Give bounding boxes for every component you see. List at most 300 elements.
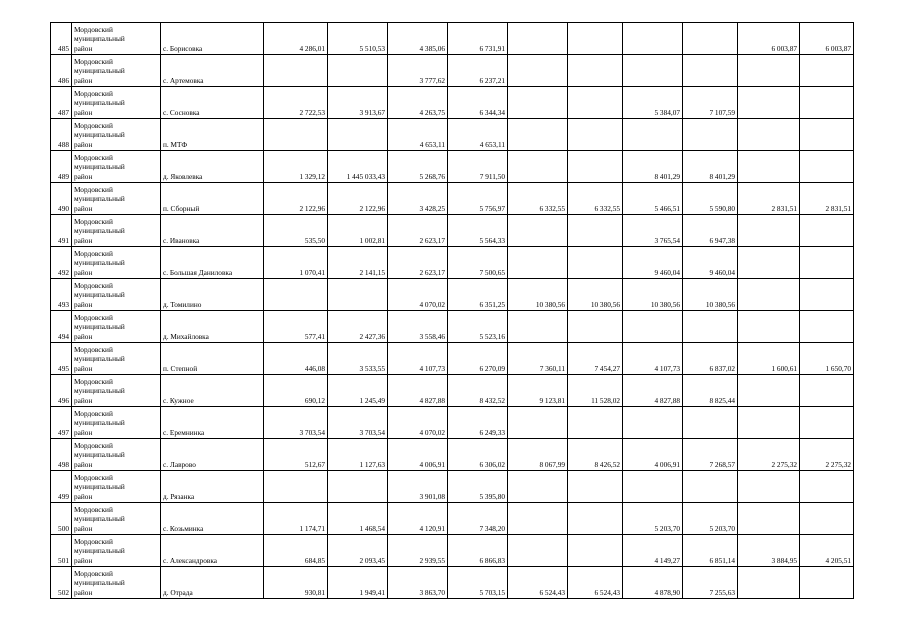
value-cell: 1 445 033,43 xyxy=(328,151,388,183)
district-line: район xyxy=(74,363,93,373)
settlement-cell: с. Еремнинка xyxy=(161,407,264,439)
district-cell xyxy=(72,503,161,535)
value-cell xyxy=(738,503,800,535)
value-cell xyxy=(800,567,854,599)
tariff-table xyxy=(50,22,854,599)
value-cell xyxy=(800,151,854,183)
settlement-cell: п. Степной xyxy=(161,343,264,375)
value-cell: 535,50 xyxy=(264,215,328,247)
value-cell: 4 070,02 xyxy=(388,407,448,439)
value-cell xyxy=(738,151,800,183)
value-cell: 6 351,25 xyxy=(448,279,508,311)
row-number-cell: 485 xyxy=(51,23,72,55)
value-cell xyxy=(264,279,328,311)
table-row xyxy=(51,279,854,311)
value-cell: 4 149,27 xyxy=(623,535,683,567)
district-line: муниципальный xyxy=(74,34,125,43)
value-cell: 5 703,15 xyxy=(448,567,508,599)
value-cell xyxy=(623,55,683,87)
value-cell: 8 825,44 xyxy=(683,375,738,407)
district-line: муниципальный xyxy=(74,418,125,427)
value-cell xyxy=(508,311,568,343)
value-cell xyxy=(738,471,800,503)
value-cell: 2 831,51 xyxy=(800,183,854,215)
value-cell xyxy=(264,55,328,87)
value-cell xyxy=(738,375,800,407)
value-cell: 4 878,90 xyxy=(623,567,683,599)
district-line: Мордовский xyxy=(74,568,113,578)
value-cell: 6 237,21 xyxy=(448,55,508,87)
district-line: муниципальный xyxy=(74,322,125,331)
value-cell: 5 203,70 xyxy=(623,503,683,535)
table-row xyxy=(51,151,854,183)
settlement-cell: с. Сосновка xyxy=(161,87,264,119)
district-line: муниципальный xyxy=(74,162,125,171)
table-row xyxy=(51,87,854,119)
value-cell: 5 756,97 xyxy=(448,183,508,215)
district-line: муниципальный xyxy=(74,354,125,363)
district-line: Мордовский xyxy=(74,312,113,322)
value-cell: 6 332,55 xyxy=(508,183,568,215)
row-number-cell: 502 xyxy=(51,567,72,599)
value-cell xyxy=(568,55,623,87)
value-cell: 4 653,11 xyxy=(388,119,448,151)
value-cell: 6 731,91 xyxy=(448,23,508,55)
value-cell: 2 275,32 xyxy=(800,439,854,471)
value-cell: 5 564,33 xyxy=(448,215,508,247)
district-line: муниципальный xyxy=(74,194,125,203)
value-cell: 9 460,04 xyxy=(683,247,738,279)
value-cell: 5 268,76 xyxy=(388,151,448,183)
district-line: Мордовский xyxy=(74,408,113,418)
value-cell xyxy=(738,311,800,343)
district-line: муниципальный xyxy=(74,66,125,75)
value-cell: 8 067,99 xyxy=(508,439,568,471)
value-cell: 3 863,70 xyxy=(388,567,448,599)
value-cell xyxy=(328,119,388,151)
value-cell xyxy=(800,311,854,343)
value-cell xyxy=(568,119,623,151)
value-cell xyxy=(623,407,683,439)
settlement-cell: д. Яковлевка xyxy=(161,151,264,183)
settlement-cell: с. Лаврово xyxy=(161,439,264,471)
value-cell xyxy=(568,215,623,247)
district-line: Мордовский xyxy=(74,440,113,450)
district-line: Мордовский xyxy=(74,376,113,386)
settlement-cell: п. Сборный xyxy=(161,183,264,215)
district-line: район xyxy=(74,555,93,565)
value-cell xyxy=(738,407,800,439)
district-cell xyxy=(72,183,161,215)
value-cell xyxy=(623,311,683,343)
row-number-cell: 495 xyxy=(51,343,72,375)
value-cell xyxy=(568,503,623,535)
value-cell: 2 722,53 xyxy=(264,87,328,119)
table-row xyxy=(51,407,854,439)
value-cell: 7 348,20 xyxy=(448,503,508,535)
value-cell: 2 122,96 xyxy=(264,183,328,215)
settlement-cell: п. МТФ xyxy=(161,119,264,151)
district-cell xyxy=(72,471,161,503)
value-cell xyxy=(508,215,568,247)
row-number-cell: 496 xyxy=(51,375,72,407)
district-line: Мордовский xyxy=(74,472,113,482)
value-cell xyxy=(508,55,568,87)
value-cell xyxy=(800,279,854,311)
value-cell xyxy=(623,471,683,503)
value-cell xyxy=(508,87,568,119)
value-cell xyxy=(683,23,738,55)
district-line: Мордовский xyxy=(74,120,113,130)
district-line: Мордовский xyxy=(74,88,113,98)
value-cell xyxy=(568,471,623,503)
district-line: район xyxy=(74,107,93,117)
district-cell xyxy=(72,23,161,55)
value-cell xyxy=(800,503,854,535)
value-cell: 930,81 xyxy=(264,567,328,599)
value-cell: 3 913,67 xyxy=(328,87,388,119)
value-cell: 3 703,54 xyxy=(328,407,388,439)
value-cell: 2 122,96 xyxy=(328,183,388,215)
value-cell xyxy=(738,567,800,599)
settlement-cell: с. Борисовка xyxy=(161,23,264,55)
table-body xyxy=(51,23,854,599)
settlement-cell: д. Михайловка xyxy=(161,311,264,343)
value-cell: 4 205,51 xyxy=(800,535,854,567)
value-cell: 4 120,91 xyxy=(388,503,448,535)
value-cell xyxy=(568,407,623,439)
settlement-cell: с. Козьминка xyxy=(161,503,264,535)
value-cell: 10 380,56 xyxy=(508,279,568,311)
district-line: Мордовский xyxy=(74,184,113,194)
value-cell xyxy=(568,311,623,343)
value-cell: 577,41 xyxy=(264,311,328,343)
settlement-cell: с. Александровка xyxy=(161,535,264,567)
value-cell: 9 460,04 xyxy=(623,247,683,279)
value-cell: 1 174,71 xyxy=(264,503,328,535)
value-cell xyxy=(328,55,388,87)
value-cell xyxy=(800,247,854,279)
value-cell xyxy=(800,215,854,247)
value-cell: 10 380,56 xyxy=(568,279,623,311)
value-cell: 5 384,07 xyxy=(623,87,683,119)
value-cell: 1 468,54 xyxy=(328,503,388,535)
district-cell xyxy=(72,311,161,343)
row-number-cell: 492 xyxy=(51,247,72,279)
value-cell: 7 255,63 xyxy=(683,567,738,599)
district-line: район xyxy=(74,235,93,245)
district-line: муниципальный xyxy=(74,130,125,139)
district-cell xyxy=(72,55,161,87)
value-cell: 7 454,27 xyxy=(568,343,623,375)
value-cell xyxy=(683,55,738,87)
table-row xyxy=(51,247,854,279)
value-cell: 8 432,52 xyxy=(448,375,508,407)
value-cell: 7 268,57 xyxy=(683,439,738,471)
row-number-cell: 501 xyxy=(51,535,72,567)
row-number-cell: 487 xyxy=(51,87,72,119)
value-cell: 7 500,65 xyxy=(448,247,508,279)
value-cell: 3 558,46 xyxy=(388,311,448,343)
district-line: муниципальный xyxy=(74,386,125,395)
value-cell: 1 600,61 xyxy=(738,343,800,375)
value-cell: 4 070,02 xyxy=(388,279,448,311)
value-cell: 6 524,43 xyxy=(508,567,568,599)
district-line: Мордовский xyxy=(74,504,113,514)
district-line: район xyxy=(74,43,93,53)
district-line: Мордовский xyxy=(74,56,113,66)
value-cell: 4 827,88 xyxy=(388,375,448,407)
value-cell: 5 590,80 xyxy=(683,183,738,215)
value-cell: 2 831,51 xyxy=(738,183,800,215)
settlement-cell: д. Рязанка xyxy=(161,471,264,503)
value-cell xyxy=(508,471,568,503)
value-cell: 10 380,56 xyxy=(683,279,738,311)
value-cell: 5 523,16 xyxy=(448,311,508,343)
district-cell xyxy=(72,535,161,567)
district-line: Мордовский xyxy=(74,216,113,226)
value-cell: 3 765,54 xyxy=(623,215,683,247)
table-row xyxy=(51,439,854,471)
value-cell: 6 306,02 xyxy=(448,439,508,471)
value-cell: 1 002,81 xyxy=(328,215,388,247)
district-cell xyxy=(72,247,161,279)
value-cell xyxy=(508,23,568,55)
settlement-cell: д. Отрада xyxy=(161,567,264,599)
value-cell xyxy=(568,151,623,183)
value-cell: 6 270,09 xyxy=(448,343,508,375)
value-cell: 3 901,08 xyxy=(388,471,448,503)
value-cell xyxy=(800,87,854,119)
value-cell: 8 426,52 xyxy=(568,439,623,471)
value-cell: 2 141,15 xyxy=(328,247,388,279)
value-cell: 3 884,95 xyxy=(738,535,800,567)
district-cell xyxy=(72,407,161,439)
district-line: Мордовский xyxy=(74,248,113,258)
table-row xyxy=(51,311,854,343)
row-number-cell: 500 xyxy=(51,503,72,535)
value-cell xyxy=(623,23,683,55)
value-cell: 4 385,06 xyxy=(388,23,448,55)
value-cell: 2 275,32 xyxy=(738,439,800,471)
district-line: Мордовский xyxy=(74,280,113,290)
value-cell: 446,08 xyxy=(264,343,328,375)
value-cell xyxy=(623,119,683,151)
table-row xyxy=(51,119,854,151)
value-cell xyxy=(328,471,388,503)
value-cell xyxy=(738,247,800,279)
row-number-cell: 498 xyxy=(51,439,72,471)
value-cell: 3 777,62 xyxy=(388,55,448,87)
value-cell: 1 329,12 xyxy=(264,151,328,183)
value-cell xyxy=(508,119,568,151)
district-line: район xyxy=(74,299,93,309)
value-cell xyxy=(738,55,800,87)
table-row xyxy=(51,375,854,407)
value-cell xyxy=(568,535,623,567)
district-line: Мордовский xyxy=(74,152,113,162)
row-number-cell: 489 xyxy=(51,151,72,183)
table-row xyxy=(51,55,854,87)
value-cell xyxy=(738,87,800,119)
value-cell xyxy=(264,119,328,151)
value-cell: 4 653,11 xyxy=(448,119,508,151)
row-number-cell: 499 xyxy=(51,471,72,503)
value-cell xyxy=(568,87,623,119)
value-cell: 6 249,33 xyxy=(448,407,508,439)
row-number-cell: 493 xyxy=(51,279,72,311)
value-cell: 2 093,45 xyxy=(328,535,388,567)
value-cell: 2 939,55 xyxy=(388,535,448,567)
value-cell: 684,85 xyxy=(264,535,328,567)
value-cell xyxy=(508,503,568,535)
value-cell xyxy=(508,247,568,279)
value-cell: 5 203,70 xyxy=(683,503,738,535)
table-row xyxy=(51,471,854,503)
value-cell: 1 127,63 xyxy=(328,439,388,471)
value-cell: 6 947,38 xyxy=(683,215,738,247)
value-cell: 11 528,02 xyxy=(568,375,623,407)
value-cell: 6 851,14 xyxy=(683,535,738,567)
value-cell xyxy=(683,471,738,503)
value-cell: 4 263,75 xyxy=(388,87,448,119)
value-cell: 3 533,55 xyxy=(328,343,388,375)
district-cell xyxy=(72,343,161,375)
district-line: район xyxy=(74,331,93,341)
district-line: район xyxy=(74,267,93,277)
value-cell xyxy=(800,375,854,407)
value-cell: 7 911,50 xyxy=(448,151,508,183)
value-cell: 2 427,36 xyxy=(328,311,388,343)
district-cell xyxy=(72,375,161,407)
value-cell: 10 380,56 xyxy=(623,279,683,311)
district-line: Мордовский xyxy=(74,536,113,546)
value-cell: 3 428,25 xyxy=(388,183,448,215)
value-cell: 3 703,54 xyxy=(264,407,328,439)
value-cell: 6 866,83 xyxy=(448,535,508,567)
district-line: муниципальный xyxy=(74,482,125,491)
value-cell: 4 006,91 xyxy=(388,439,448,471)
district-line: муниципальный xyxy=(74,258,125,267)
district-line: муниципальный xyxy=(74,578,125,587)
district-line: район xyxy=(74,75,93,85)
row-number-cell: 497 xyxy=(51,407,72,439)
district-line: муниципальный xyxy=(74,226,125,235)
value-cell: 4 107,73 xyxy=(623,343,683,375)
district-line: район xyxy=(74,491,93,501)
value-cell xyxy=(800,407,854,439)
value-cell xyxy=(508,151,568,183)
value-cell xyxy=(508,407,568,439)
value-cell: 1 949,41 xyxy=(328,567,388,599)
district-cell xyxy=(72,87,161,119)
district-cell xyxy=(72,439,161,471)
value-cell xyxy=(683,311,738,343)
district-cell xyxy=(72,151,161,183)
value-cell: 690,12 xyxy=(264,375,328,407)
value-cell: 5 510,53 xyxy=(328,23,388,55)
table-row xyxy=(51,535,854,567)
district-cell xyxy=(72,567,161,599)
value-cell: 4 827,88 xyxy=(623,375,683,407)
value-cell: 8 401,29 xyxy=(623,151,683,183)
district-line: район xyxy=(74,587,93,597)
value-cell xyxy=(800,471,854,503)
value-cell: 4 107,73 xyxy=(388,343,448,375)
district-line: муниципальный xyxy=(74,98,125,107)
value-cell: 6 003,87 xyxy=(738,23,800,55)
value-cell xyxy=(264,471,328,503)
district-line: муниципальный xyxy=(74,514,125,523)
settlement-cell: с. Большая Даниловка xyxy=(161,247,264,279)
district-line: район xyxy=(74,523,93,533)
district-cell xyxy=(72,279,161,311)
value-cell xyxy=(568,247,623,279)
district-line: район xyxy=(74,139,93,149)
value-cell: 6 524,43 xyxy=(568,567,623,599)
value-cell xyxy=(328,279,388,311)
table-row xyxy=(51,183,854,215)
table-row xyxy=(51,343,854,375)
district-line: район xyxy=(74,427,93,437)
table-row xyxy=(51,503,854,535)
value-cell xyxy=(800,55,854,87)
value-cell xyxy=(800,119,854,151)
value-cell: 9 123,81 xyxy=(508,375,568,407)
value-cell: 6 003,87 xyxy=(800,23,854,55)
row-number-cell: 494 xyxy=(51,311,72,343)
district-line: Мордовский xyxy=(74,344,113,354)
value-cell: 7 107,59 xyxy=(683,87,738,119)
value-cell xyxy=(683,119,738,151)
district-line: район xyxy=(74,171,93,181)
district-line: район xyxy=(74,203,93,213)
district-cell xyxy=(72,215,161,247)
value-cell: 1 070,41 xyxy=(264,247,328,279)
district-line: Мордовский xyxy=(74,24,113,34)
district-line: район xyxy=(74,459,93,469)
district-line: муниципальный xyxy=(74,546,125,555)
value-cell xyxy=(738,215,800,247)
settlement-cell: с. Ивановка xyxy=(161,215,264,247)
value-cell xyxy=(508,535,568,567)
table-row xyxy=(51,567,854,599)
value-cell: 1 245,49 xyxy=(328,375,388,407)
district-line: муниципальный xyxy=(74,450,125,459)
district-cell xyxy=(72,119,161,151)
settlement-cell: с. Артемовка xyxy=(161,55,264,87)
settlement-cell: д. Томилино xyxy=(161,279,264,311)
district-line: муниципальный xyxy=(74,290,125,299)
table-row xyxy=(51,23,854,55)
table-row xyxy=(51,215,854,247)
value-cell: 2 623,17 xyxy=(388,215,448,247)
value-cell: 5 395,80 xyxy=(448,471,508,503)
row-number-cell: 491 xyxy=(51,215,72,247)
value-cell: 2 623,17 xyxy=(388,247,448,279)
value-cell xyxy=(738,119,800,151)
value-cell: 6 344,34 xyxy=(448,87,508,119)
district-line: район xyxy=(74,395,93,405)
value-cell xyxy=(738,279,800,311)
value-cell: 512,67 xyxy=(264,439,328,471)
value-cell: 8 401,29 xyxy=(683,151,738,183)
row-number-cell: 488 xyxy=(51,119,72,151)
value-cell: 4 006,91 xyxy=(623,439,683,471)
value-cell: 6 332,55 xyxy=(568,183,623,215)
value-cell: 6 837,02 xyxy=(683,343,738,375)
value-cell: 1 650,70 xyxy=(800,343,854,375)
